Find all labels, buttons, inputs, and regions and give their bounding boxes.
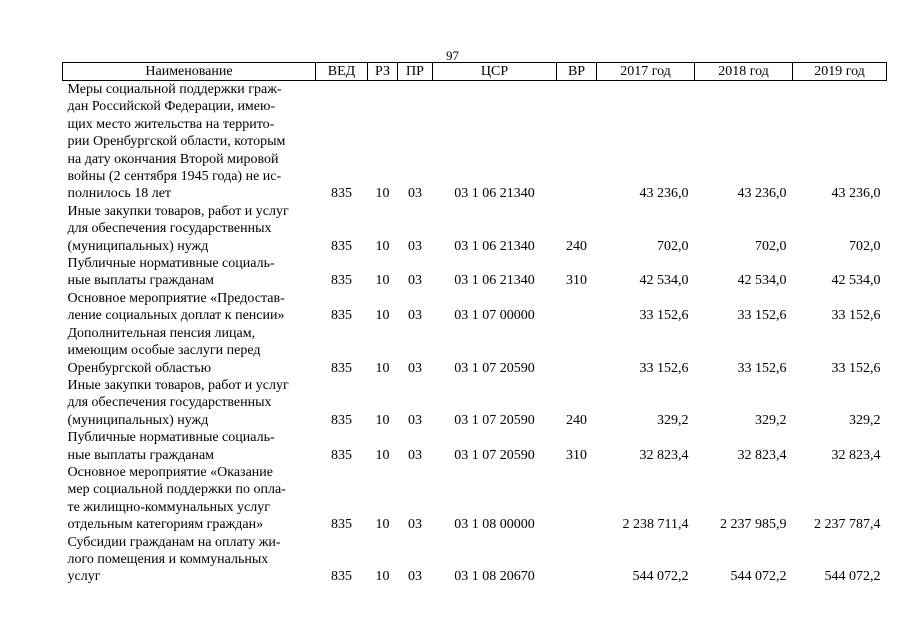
row-name (63, 534, 316, 586)
row-csr: 03 1 07 20590 (454, 412, 535, 428)
row-2019: 33 152,6 (831, 360, 881, 376)
header-2017: 2017 год (597, 63, 695, 81)
row-name-line: лого помещения и коммунальных (67, 551, 269, 567)
row-name-line: (муниципальных) нужд (67, 412, 209, 428)
row-name-line: Субсидии гражданам на оплату жи- (67, 534, 281, 550)
row-pr: 03 (408, 447, 422, 463)
row-ved: 835 (331, 569, 352, 585)
row-2019: 329,2 (849, 412, 881, 428)
row-2017: 702,0 (657, 238, 689, 254)
row-2017: 42 534,0 (639, 273, 689, 289)
row-ved: 835 (331, 412, 352, 428)
row-csr: 03 1 07 20590 (454, 447, 535, 463)
row-2018: 43 236,0 (737, 186, 787, 202)
row-name (63, 377, 316, 429)
row-csr: 03 1 08 00000 (454, 517, 535, 533)
row-name (63, 429, 316, 464)
row-2019: 32 823,4 (831, 447, 881, 463)
row-name-line: ные выплаты гражданам (67, 447, 215, 463)
row-2018: 2 237 985,9 (720, 517, 787, 533)
row-pr: 03 (408, 238, 422, 254)
row-name (63, 290, 316, 325)
row-2019: 544 072,2 (824, 569, 881, 585)
row-rz: 10 (375, 308, 390, 324)
row-pr: 03 (408, 308, 422, 324)
row-name-line: рии Оренбургской области, которым (67, 134, 286, 150)
row-2018: 329,2 (755, 412, 787, 428)
row-name-line: для обеспечения государственных (67, 221, 272, 237)
row-pr: 03 (408, 273, 422, 289)
row-name-line: для обеспечения государственных (67, 395, 272, 411)
row-vr (557, 464, 597, 534)
row-csr: 03 1 06 21340 (454, 186, 535, 202)
row-name-line: Основное мероприятие «Предостав- (67, 290, 285, 306)
row-ved: 835 (331, 273, 352, 289)
header-name: Наименование (63, 63, 316, 81)
row-2019: 2 237 787,4 (814, 517, 881, 533)
row-name (63, 203, 316, 255)
table-body (63, 81, 887, 586)
row-vr (557, 81, 597, 203)
row-2017: 33 152,6 (639, 308, 689, 324)
row-ved: 835 (331, 447, 352, 463)
row-name-line: услуг (67, 569, 101, 585)
table-row (63, 377, 887, 429)
table-row (63, 203, 887, 255)
row-pr: 03 (408, 360, 422, 376)
row-2018: 544 072,2 (730, 569, 787, 585)
row-name-line: щих место жительства на террито- (67, 116, 275, 132)
row-2017: 32 823,4 (639, 447, 689, 463)
row-rz: 10 (375, 569, 390, 585)
row-2018: 42 534,0 (737, 273, 787, 289)
row-ved: 835 (331, 238, 352, 254)
row-2018: 33 152,6 (737, 360, 787, 376)
row-rz: 10 (375, 273, 390, 289)
row-name-line: войны (2 сентября 1945 года) не ис- (67, 169, 282, 185)
row-2017: 33 152,6 (639, 360, 689, 376)
header-2019: 2019 год (793, 63, 887, 81)
row-rz: 10 (375, 517, 390, 533)
row-csr: 03 1 06 21340 (454, 238, 535, 254)
row-csr: 03 1 07 00000 (454, 308, 535, 324)
row-name-line: имеющим особые заслуги перед (67, 343, 261, 359)
row-name-line: Дополнительная пенсия лицам, (67, 325, 256, 341)
header-rz: РЗ (368, 63, 398, 81)
row-2017: 329,2 (657, 412, 689, 428)
row-csr: 03 1 08 20670 (454, 569, 535, 585)
header-ved: ВЕД (316, 63, 368, 81)
row-2019: 702,0 (849, 238, 881, 254)
table-row (63, 429, 887, 464)
row-vr (557, 534, 597, 586)
row-name (63, 464, 316, 534)
row-rz: 10 (375, 186, 390, 202)
row-name (63, 255, 316, 290)
row-vr (557, 290, 597, 325)
header-pr: ПР (398, 63, 433, 81)
row-csr: 03 1 07 20590 (454, 360, 535, 376)
row-name-line: Публичные нормативные социаль- (67, 430, 275, 446)
table-header-row (63, 63, 887, 81)
row-vr: 310 (566, 273, 587, 289)
row-vr: 240 (566, 238, 587, 254)
table-row (63, 81, 887, 203)
row-name-line: Меры социальной поддержки граж- (67, 82, 282, 97)
row-rz: 10 (375, 238, 390, 254)
row-name (63, 325, 316, 377)
row-name-line: ление социальных доплат к пенсии» (67, 308, 285, 324)
row-name-line: (муниципальных) нужд (67, 238, 209, 254)
row-rz: 10 (375, 447, 390, 463)
budget-table (62, 62, 887, 586)
table-row (63, 534, 887, 586)
row-ved: 835 (331, 186, 352, 202)
row-pr: 03 (408, 186, 422, 202)
header-csr: ЦСР (433, 63, 557, 81)
row-2019: 42 534,0 (831, 273, 881, 289)
row-rz: 10 (375, 412, 390, 428)
row-name-line: на дату окончания Второй мировой (67, 151, 279, 167)
row-name-line: полнилось 18 лет (67, 186, 172, 202)
row-rz: 10 (375, 360, 390, 376)
row-name-line: те жилищно-коммунальных услуг (67, 499, 270, 515)
row-pr: 03 (408, 517, 422, 533)
row-pr: 03 (408, 569, 422, 585)
row-name (63, 81, 316, 203)
table-row (63, 255, 887, 290)
row-2018: 32 823,4 (737, 447, 787, 463)
header-vr: ВР (557, 63, 597, 81)
row-2018: 702,0 (755, 238, 787, 254)
row-csr: 03 1 06 21340 (454, 273, 535, 289)
row-2019: 33 152,6 (831, 308, 881, 324)
page-number: 97 (446, 48, 459, 63)
row-name-line: Основное мероприятие «Оказание (67, 464, 273, 480)
row-2018: 33 152,6 (737, 308, 787, 324)
row-name-line: мер социальной поддержки по опла- (67, 482, 286, 498)
row-ved: 835 (331, 517, 352, 533)
row-ved: 835 (331, 360, 352, 376)
row-name-line: Иные закупки товаров, работ и услуг (67, 377, 289, 393)
row-name-line: отдельным категориям граждан» (67, 517, 264, 533)
row-name-line: Оренбургской областью (67, 360, 212, 376)
row-2017: 43 236,0 (639, 186, 689, 202)
row-ved: 835 (331, 308, 352, 324)
table-row (63, 325, 887, 377)
row-name-line: дан Российской Федерации, имею- (67, 99, 276, 115)
row-vr (557, 325, 597, 377)
table-row (63, 290, 887, 325)
header-2018: 2018 год (695, 63, 793, 81)
row-name-line: Иные закупки товаров, работ и услуг (67, 203, 289, 219)
row-2017: 2 238 711,4 (622, 517, 689, 533)
row-2019: 43 236,0 (831, 186, 881, 202)
row-name-line: ные выплаты гражданам (67, 273, 215, 289)
row-vr: 240 (566, 412, 587, 428)
row-name-line: Публичные нормативные социаль- (67, 256, 275, 272)
table-row (63, 464, 887, 534)
row-2017: 544 072,2 (632, 569, 689, 585)
row-pr: 03 (408, 412, 422, 428)
row-vr: 310 (566, 447, 587, 463)
